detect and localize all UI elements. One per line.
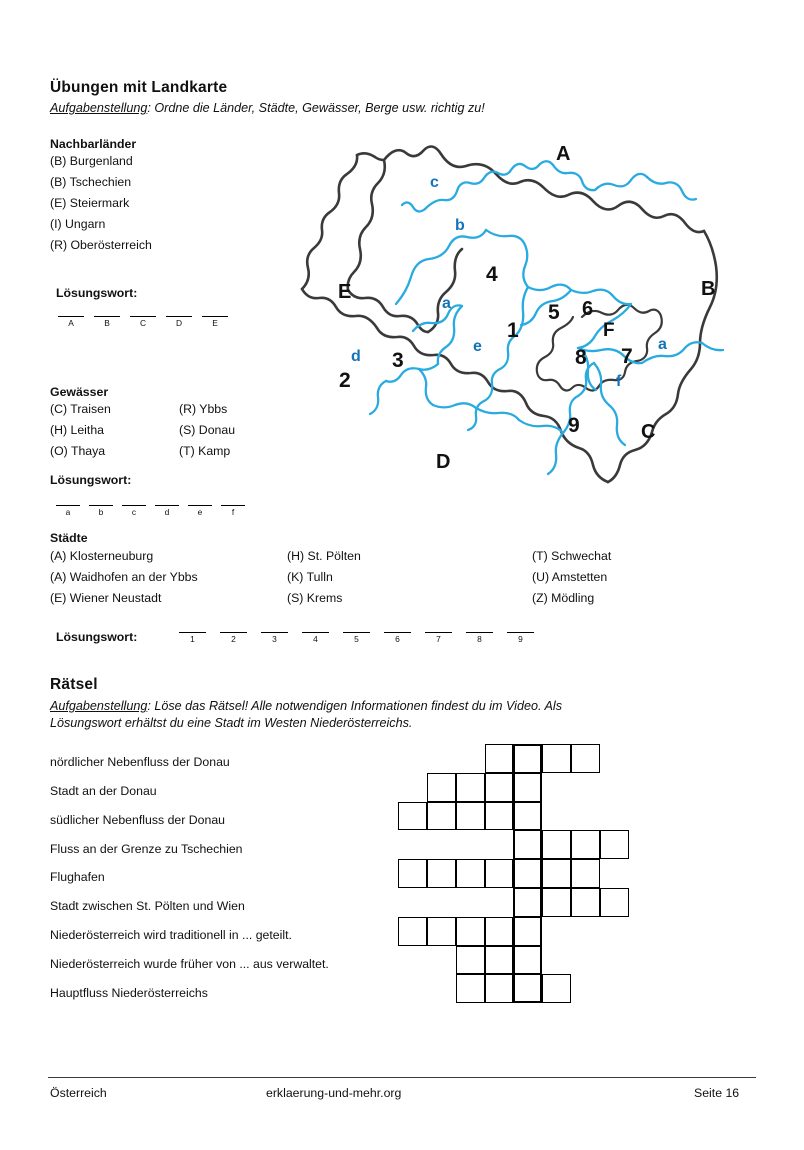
crossword-cell[interactable]	[513, 773, 542, 802]
slot-label: 2	[231, 634, 236, 644]
neighbours-heading: Nachbarländer	[50, 137, 137, 151]
slot-label: D	[175, 318, 183, 328]
crossword-cell[interactable]	[485, 859, 514, 888]
slot-line	[202, 316, 228, 317]
solution-slot[interactable]	[384, 632, 411, 644]
map-label-river-d: d	[351, 348, 361, 365]
water-item: (H) Leitha	[50, 423, 104, 437]
page-title: Übungen mit Landkarte	[50, 79, 228, 96]
city-item: (S) Krems	[287, 591, 343, 605]
crossword-clue: Stadt an der Donau	[50, 784, 157, 798]
cities-solution-slots[interactable]	[179, 632, 534, 644]
slot-line	[89, 505, 113, 506]
slot-label: C	[139, 318, 147, 328]
neighbours-solution-slots[interactable]	[58, 316, 228, 328]
crossword-cell[interactable]	[398, 917, 427, 946]
crossword-cell[interactable]	[600, 888, 629, 917]
slot-line	[221, 505, 245, 506]
map-label-river-a: a	[442, 295, 451, 312]
city-item: (A) Klosterneuburg	[50, 549, 154, 563]
city-item: (T) Schwechat	[532, 549, 612, 563]
water-item: (T) Kamp	[179, 444, 231, 458]
crossword-clue: Hauptfluss Niederösterreichs	[50, 986, 208, 1000]
crossword-cell[interactable]	[542, 859, 571, 888]
crossword-cell[interactable]	[542, 830, 571, 859]
footer-right: Seite 16	[694, 1086, 740, 1100]
solution-slot[interactable]	[220, 632, 247, 644]
footer-divider	[48, 1077, 756, 1078]
water-item: (S) Donau	[179, 423, 236, 437]
slot-label: d	[164, 507, 170, 517]
solution-slot[interactable]	[122, 505, 146, 517]
task-text: : Ordne die Länder, Städte, Gewässer, Berge usw. richtig zu!	[147, 101, 485, 115]
crossword-clue: Niederösterreich wird traditionell in ... geteilt.	[50, 928, 292, 942]
crossword-cell[interactable]	[600, 830, 629, 859]
map-label-river-c: c	[430, 174, 439, 191]
slot-line	[384, 632, 411, 633]
crossword-clue: südlicher Nebenfluss der Donau	[50, 813, 225, 827]
neighbours-solution-label: Lösungswort:	[56, 286, 138, 300]
map-label-number-1: 1	[507, 319, 519, 342]
map-task-statement	[50, 100, 670, 117]
crossword-clue: Niederösterreich wurde früher von ... aus verwaltet.	[50, 957, 329, 971]
map-label-number-2: 2	[339, 369, 351, 392]
city-item: (U) Amstetten	[532, 570, 608, 584]
solution-slot[interactable]	[261, 632, 288, 644]
crossword-cell[interactable]	[427, 859, 456, 888]
crossword-cell[interactable]	[542, 744, 571, 773]
neighbour-item: (E) Steiermark	[50, 196, 130, 210]
map-label-number-7: 7	[621, 345, 633, 368]
map-river-paths	[370, 161, 723, 474]
slot-label: E	[212, 318, 218, 328]
crossword-cell[interactable]	[513, 830, 542, 859]
crossword-cell[interactable]	[485, 744, 514, 773]
crossword-clue: Flughafen	[50, 870, 105, 884]
slot-line	[155, 505, 179, 506]
map-label-region-d: D	[436, 451, 451, 473]
slot-label: 6	[395, 634, 400, 644]
neighbour-item: (B) Tschechien	[50, 175, 132, 189]
crossword-cell[interactable]	[456, 974, 485, 1003]
crossword-cell[interactable]	[398, 859, 427, 888]
slot-label: 3	[272, 634, 277, 644]
map-label-number-8: 8	[575, 346, 587, 369]
crossword-cell[interactable]	[456, 946, 485, 975]
crossword-cell[interactable]	[513, 946, 542, 975]
water-item: (C) Traisen	[50, 402, 111, 416]
solution-slot[interactable]	[94, 316, 120, 328]
crossword-clue: Stadt zwischen St. Pölten und Wien	[50, 899, 245, 913]
solution-slot[interactable]	[425, 632, 452, 644]
solution-slot[interactable]	[58, 316, 84, 328]
crossword-cell[interactable]	[427, 917, 456, 946]
cities-solution-label: Lösungswort:	[56, 630, 138, 644]
solution-slot[interactable]	[89, 505, 113, 517]
crossword-cell[interactable]	[485, 974, 514, 1003]
cities-heading: Städte	[50, 531, 88, 545]
city-item: (H) St. Pölten	[287, 549, 361, 563]
riddle-task-statement	[50, 698, 710, 732]
crossword-cell[interactable]	[485, 946, 514, 975]
slot-line	[56, 505, 80, 506]
map-label-river-a2: a	[658, 336, 667, 353]
slot-line	[343, 632, 370, 633]
crossword-cell[interactable]	[456, 802, 485, 831]
crossword-cell[interactable]	[398, 802, 427, 831]
crossword-cell[interactable]	[485, 802, 514, 831]
map-label-number-3: 3	[392, 349, 404, 372]
solution-slot[interactable]	[179, 632, 206, 644]
slot-label: 8	[477, 634, 482, 644]
solution-slot[interactable]	[155, 505, 179, 517]
map-label-region-c: C	[641, 421, 656, 443]
slot-label: f	[231, 507, 235, 517]
crossword-cell[interactable]	[513, 888, 542, 917]
slot-line	[188, 505, 212, 506]
solution-slot[interactable]	[343, 632, 370, 644]
riddle-title: Rätsel	[50, 676, 98, 693]
slot-label: A	[68, 318, 74, 328]
slot-label: 7	[436, 634, 441, 644]
slot-line	[179, 632, 206, 633]
task-label: Aufgabenstellung	[50, 101, 148, 115]
solution-slot[interactable]	[466, 632, 493, 644]
solution-slot[interactable]	[56, 505, 80, 517]
map-label-region-f: F	[603, 320, 615, 341]
map-label-number-9: 9	[568, 414, 580, 437]
crossword-cell[interactable]	[542, 974, 571, 1003]
riddle-task-label: Aufgabenstellung	[50, 699, 148, 713]
city-item: (E) Wiener Neustadt	[50, 591, 162, 605]
waters-heading: Gewässer	[50, 385, 109, 399]
slot-label: 4	[313, 634, 318, 644]
slot-label: B	[104, 318, 110, 328]
slot-line	[130, 316, 156, 317]
slot-label: 5	[354, 634, 359, 644]
slot-label: a	[65, 507, 71, 517]
solution-slot[interactable]	[166, 316, 192, 328]
slot-line	[507, 632, 534, 633]
neighbour-item: (R) Oberösterreich	[50, 238, 152, 252]
crossword-cell[interactable]	[427, 773, 456, 802]
crossword-clue: nördlicher Nebenfluss der Donau	[50, 755, 230, 769]
slot-line	[302, 632, 329, 633]
solution-slot[interactable]	[302, 632, 329, 644]
crossword-cell[interactable]	[456, 917, 485, 946]
city-item: (K) Tulln	[287, 570, 333, 584]
crossword-cell[interactable]	[513, 974, 542, 1003]
map-label-number-4: 4	[486, 263, 498, 286]
neighbour-item: (I) Ungarn	[50, 217, 106, 231]
crossword-cell[interactable]	[571, 888, 600, 917]
slot-line	[58, 316, 84, 317]
city-item: (Z) Mödling	[532, 591, 595, 605]
solution-slot[interactable]	[188, 505, 212, 517]
crossword-cell[interactable]	[571, 830, 600, 859]
footer-center: erklaerung-und-mehr.org	[266, 1086, 402, 1100]
solution-slot[interactable]	[507, 632, 534, 644]
crossword-cell[interactable]	[485, 917, 514, 946]
crossword-cell[interactable]	[456, 859, 485, 888]
slot-label: b	[98, 507, 104, 517]
waters-solution-label: Lösungswort:	[50, 473, 132, 487]
waters-solution-slots[interactable]	[56, 505, 245, 517]
slot-line	[166, 316, 192, 317]
map-label-number-6: 6	[582, 298, 594, 320]
slot-label: 9	[518, 634, 523, 644]
riddle-task-line2: Lösungswort erhältst du eine Stadt im Westen Niederösterreichs.	[50, 716, 413, 730]
slot-line	[94, 316, 120, 317]
water-item: (R) Ybbs	[179, 402, 228, 416]
solution-slot[interactable]	[202, 316, 228, 328]
crossword-cell[interactable]	[513, 744, 542, 773]
map-label-region-b: B	[701, 278, 716, 300]
crossword-cell[interactable]	[571, 744, 600, 773]
slot-line	[122, 505, 146, 506]
neighbour-item: (B) Burgenland	[50, 154, 133, 168]
map-label-region-e: E	[338, 281, 352, 303]
crossword-clue: Fluss an der Grenze zu Tschechien	[50, 842, 243, 856]
crossword-cell[interactable]	[571, 859, 600, 888]
map-label-river-f: f	[616, 373, 622, 390]
footer-left: Österreich	[50, 1086, 107, 1100]
slot-line	[466, 632, 493, 633]
slot-label: c	[131, 507, 137, 517]
crossword-cell[interactable]	[456, 773, 485, 802]
water-item: (O) Thaya	[50, 444, 106, 458]
slot-label: e	[197, 507, 203, 517]
crossword-cell[interactable]	[513, 802, 542, 831]
map-label-number-5: 5	[548, 301, 560, 324]
map-label-river-b: b	[455, 217, 465, 234]
slot-line	[261, 632, 288, 633]
crossword-cell[interactable]	[513, 917, 542, 946]
crossword-cell[interactable]	[542, 888, 571, 917]
map-label-region-a: A	[556, 143, 571, 165]
map-label-river-e: e	[473, 338, 482, 355]
crossword-cell[interactable]	[513, 859, 542, 888]
city-item: (A) Waidhofen an der Ybbs	[50, 570, 198, 584]
solution-slot[interactable]	[130, 316, 156, 328]
slot-line	[425, 632, 452, 633]
riddle-task-line1: : Löse das Rätsel! Alle notwendigen Informationen findest du im Video. Als	[147, 699, 563, 713]
lower-austria-map	[296, 133, 732, 485]
crossword-cell[interactable]	[427, 802, 456, 831]
solution-slot[interactable]	[221, 505, 245, 517]
slot-line	[220, 632, 247, 633]
crossword-cell[interactable]	[485, 773, 514, 802]
slot-label: 1	[190, 634, 195, 644]
map-svg	[296, 133, 732, 485]
